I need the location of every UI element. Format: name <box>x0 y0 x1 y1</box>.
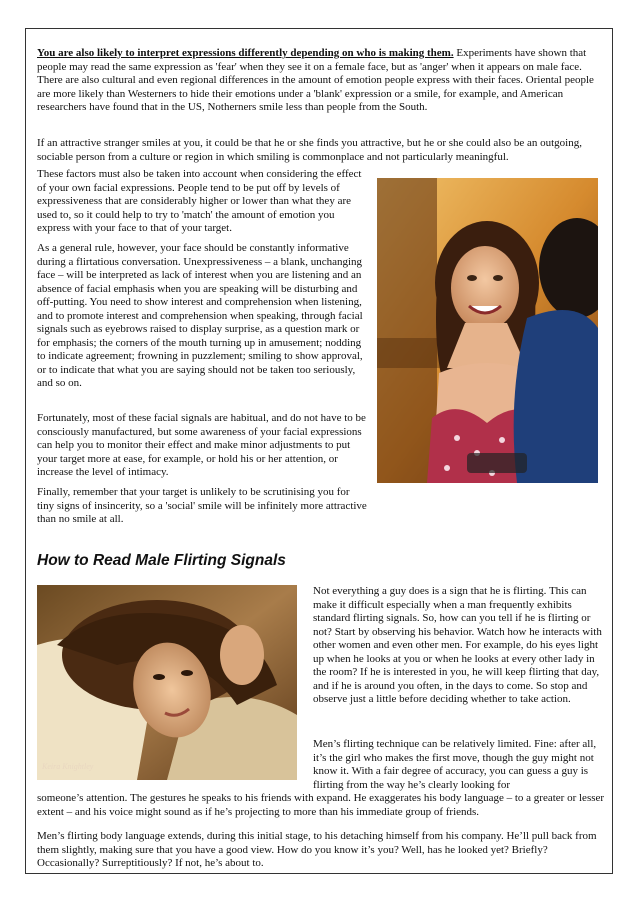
couple-photo <box>377 178 598 483</box>
paragraph-technique: Men’s flirting technique can be relatively limited. Fine: after all, it’s the girl who makes the first move, though the guy might not know it. With a fair degree of accuracy, you can guess a guy is flirting from the way he’s clearly looking for <box>313 738 597 791</box>
paragraph-lead: You are also likely to interpret expressions differently depending on who is making them. <box>37 47 454 59</box>
paragraph-detaching: Men’s flirting body language extends, during this initial stage, to his detaching himself from his company. He’ll pull back from them slightly, making sure that you have a good view. How do you know it’s you? Well, has he looked yet? Briefly? Occasionally? Surreptitiously? If not, he’s about to. <box>37 830 597 869</box>
paragraph-fortunately: Fortunately, most of these facial signals are habitual, and do not have to be consciously manufactured, but some awareness of your facial expressions can help you to monitor their effect and make minor adjustments to put your target more at ease, for example, or hold his or her attention, or increase the level of intimacy. <box>37 412 366 478</box>
paragraph-rest: Experiments have shown that people may read the same expression as 'fear' when they see it on a female face, but as 'anger' when it appears on male face. There are also cultural and even regional differences in the amount of emotion people express with their faces. Oriental people are more likely than Westerners to hide their emotions under a 'blank' expression or a smile, for example, and American researchers have found that in the US, Notherners smile less than people from the South. <box>37 47 594 113</box>
woman-portrait-photo <box>37 585 297 780</box>
paragraph-factors: These factors must also be taken into account when considering the effect of your own facial expressions. People tend to be put off by levels of expressiveness that are considerably higher or lower than what they are used to, so it could help to try to 'match' the amount of emotion you express with your face to that of your target. <box>37 168 362 234</box>
paragraph-stranger-smiles: If an attractive stranger smiles at you, it could be that he or she finds you attractive, but he or she could also be an outgoing, sociable person from a culture or region in which smiling is commonplace and not particularly meaningful. <box>37 137 582 163</box>
paragraph-finally: Finally, remember that your target is unlikely to be scrutinising you for tiny signs of insincerity, so a 'social' smile will be infinitely more attractive than no smile at all. <box>37 486 367 525</box>
photo-watermark: Keira Knightley <box>42 762 94 771</box>
section-heading: How to Read Male Flirting Signals <box>37 552 286 569</box>
paragraph-general-rule: As a general rule, however, your face should be constantly informative during a flirtatious conversation. Unexpressiveness – a blank, unchanging face – will be interpreted as lack of interest when you are listening and an absence of facial emphasis when you are speaking will be disturbing and off-putting. You need to show interest and comprehension when listening, and to promote interest and comprehension when speaking, through facial signals such as eyebrows raised to display surprise, as a question mark or for emphasis; the corners of the mouth turning up in amusement; nodding to indicate agreement; frowning in puzzlement; smiling to show approval, or to indicate that what you are saying should not be taken too seriously, and so on. <box>37 242 363 389</box>
paragraph-not-everything: Not everything a guy does is a sign that he is flirting. This can make it difficult especially when a man frequently exhibits standard flirting signals. So, how can you tell if he is flirting or not? Start by observing his behavior. Watch how he interacts with other women and even other men. For example, do his eyes light up when he looks at you or when he looks at every other lady in the room? If he is interested in you, he will keep flirting that day, and if he is around you often, in the days to come. So stop and observe just a little before deciding whether to take action. <box>313 585 602 705</box>
paragraph-technique-cont: someone’s attention. The gestures he speaks to his friends with expand. He exaggerates his body language – to a greater or lesser extent – and his voice might sound as if he’s projecting to more than his immediate group of friends. <box>37 792 605 818</box>
paragraph-expressions <box>37 47 607 115</box>
